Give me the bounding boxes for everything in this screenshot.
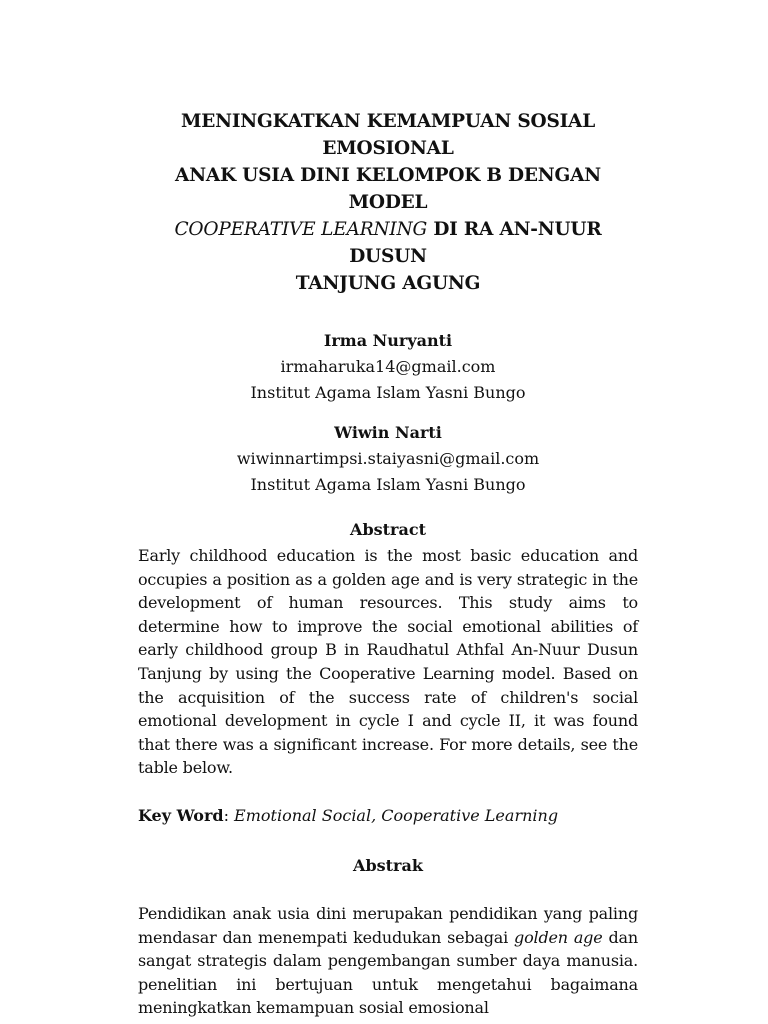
paper-title [138, 108, 638, 297]
author-email: irmaharuka14@gmail.com [280, 357, 496, 376]
abstrak-heading: Abstrak [353, 855, 423, 875]
abstract-heading: Abstract [350, 520, 426, 539]
author-block-2 [138, 420, 638, 498]
title-line-3-italic: COOPERATIVE LEARNING [174, 219, 428, 240]
abstract-body: Early childhood education is the most basic education and occupies a position as a golden age and is very strategic in the development of human resources. This study aims to determine how to improve the social emotional abilities of early childhood group B in Raudhatul Athfal An-Nuur Dusun Tanjung by using the Cooperative Learning model. Based on the acquisition of the success rate of children's social emotional development in cycle I and cycle II, it was found that there was a significant increase. For more details, see the table below. [138, 546, 638, 778]
abstrak-body [138, 902, 638, 1020]
abstrak-text-1: Pendidikan anak usia dini merupakan pendidikan yang paling mendasar dan menempati kedudukan sebagai [138, 903, 638, 947]
abstrak-text-italic: golden age [514, 927, 603, 947]
author-name: Wiwin Narti [334, 423, 442, 442]
title-line-2: ANAK USIA DINI KELOMPOK B DENGAN MODEL [175, 165, 601, 213]
keywords-label: Key Word [138, 805, 224, 825]
author-affiliation: Institut Agama Islam Yasni Bungo [250, 475, 526, 494]
title-line-4: TANJUNG AGUNG [295, 273, 481, 294]
abstrak-text-2: dan sangat strategis dalam pengembangan sumber daya manusia. penelitian ini bertujuan untuk mengetahui bagaimana meningkatkan kemampuan sosial emosional [138, 927, 638, 1018]
author-affiliation: Institut Agama Islam Yasni Bungo [250, 383, 526, 402]
keywords-values: Emotional Social, Cooperative Learning [234, 805, 559, 825]
keywords-line [138, 804, 638, 828]
author-name: Irma Nuryanti [323, 331, 453, 350]
title-line-3-rest: DI RA AN-NUUR DUSUN [349, 219, 602, 267]
title-line-1: MENINGKATKAN KEMAMPUAN SOSIAL EMOSIONAL [180, 111, 596, 159]
author-block-1 [138, 328, 638, 406]
keywords-separator: : [223, 805, 235, 825]
author-email: wiwinnartimpsi.staiyasni@gmail.com [236, 449, 540, 468]
